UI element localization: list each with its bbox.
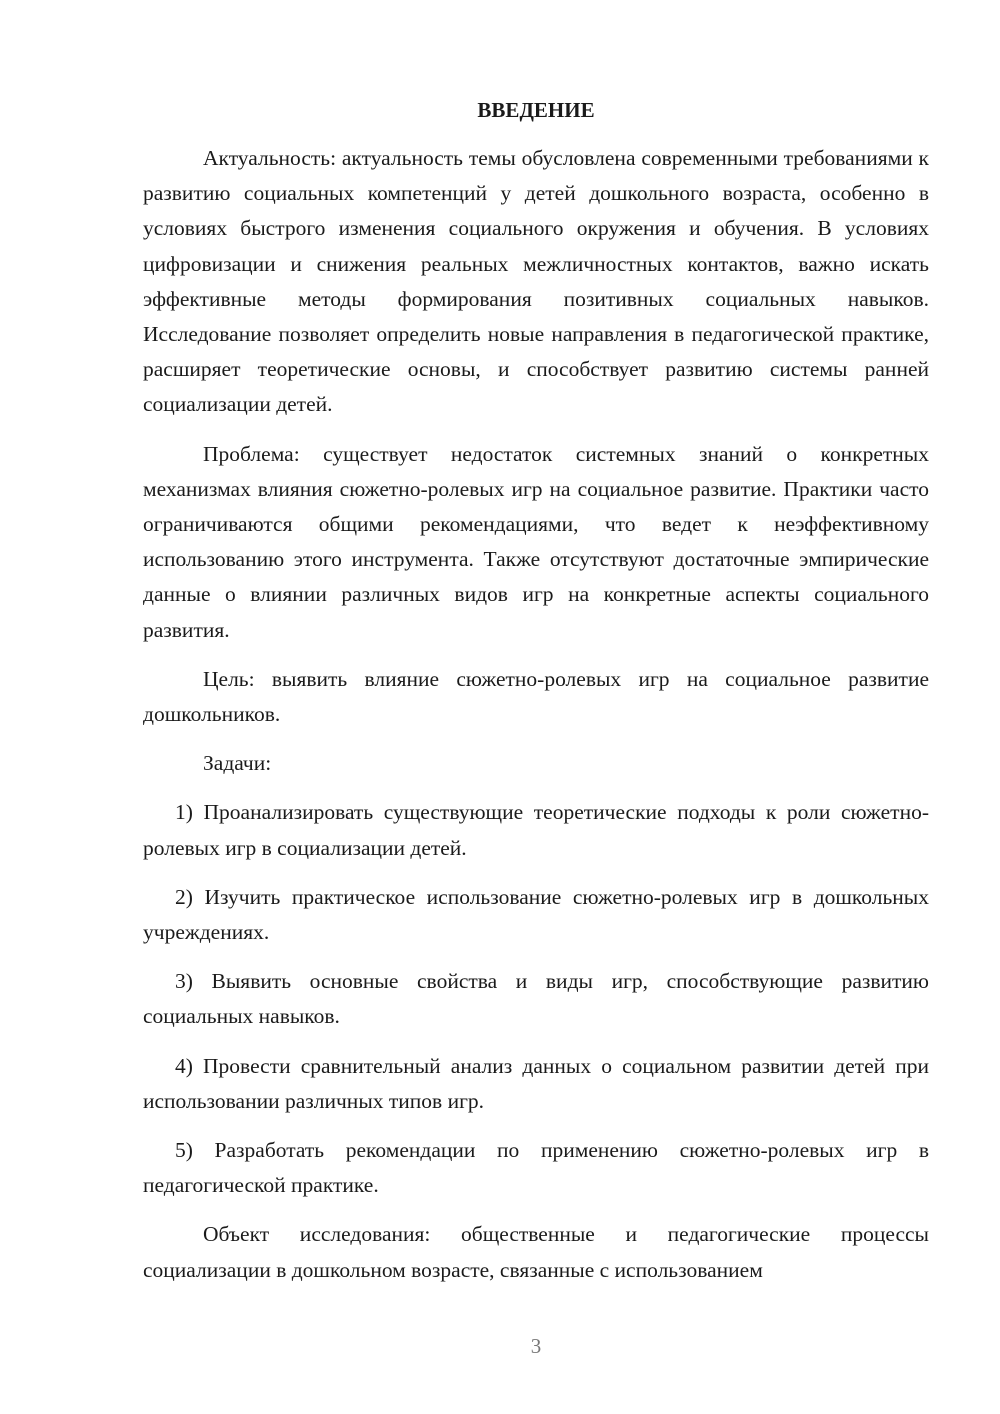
document-page xyxy=(143,92,929,1302)
paragraph-tasks-label: Задачи: xyxy=(203,751,272,776)
section-heading: ВВЕДЕНИЕ xyxy=(477,98,595,122)
paragraph-object: Объект исследования: общественные и педагогические процессы социализации в дошкольном возрасте, связанные с использованием xyxy=(143,1222,929,1282)
task-item: 1) Проанализировать существующие теоретические подходы к роли сюжетно-ролевых игр в социализации детей. xyxy=(143,800,929,860)
task-item: 5) Разработать рекомендации по применению сюжетно-ролевых игр в педагогической практике. xyxy=(143,1138,929,1198)
paragraph-relevance: Актуальность: актуальность темы обусловлена современными требованиями к развитию социальных компетенций у детей дошкольного возраста, особенно в условиях быстрого изменения социального окружения и обучения. В условиях цифровизации и снижения реальных межличностных контактов, важно искать эффективные методы формирования позитивных социальных навыков. Исследование позволяет определить новые направления в педагогической практике, расширяет теоретические основы, и способствует развитию системы ранней социализации детей. xyxy=(143,146,929,417)
task-item: 4) Провести сравнительный анализ данных о социальном развитии детей при использовании различных типов игр. xyxy=(143,1053,929,1113)
task-item: 3) Выявить основные свойства и виды игр, способствующие развитию социальных навыков. xyxy=(143,969,929,1029)
task-item: 2) Изучить практическое использование сюжетно-ролевых игр в дошкольных учреждениях. xyxy=(143,884,929,945)
paragraph-problem: Проблема: существует недостаток системных знаний о конкретных механизмах влияния сюжетно-ролевых игр на социальное развитие. Практики часто ограничиваются общими рекомендациями, что ведет к неэффективному использованию этого инструмента. Также отсутствуют достаточные эмпирические данные о влиянии различных видов игр на конкретные аспекты социального развития. xyxy=(143,441,929,642)
paragraph-goal: Цель: выявить влияние сюжетно-ролевых игр на социальное развитие дошкольников. xyxy=(143,666,929,727)
page-number: 3 xyxy=(530,1334,542,1358)
